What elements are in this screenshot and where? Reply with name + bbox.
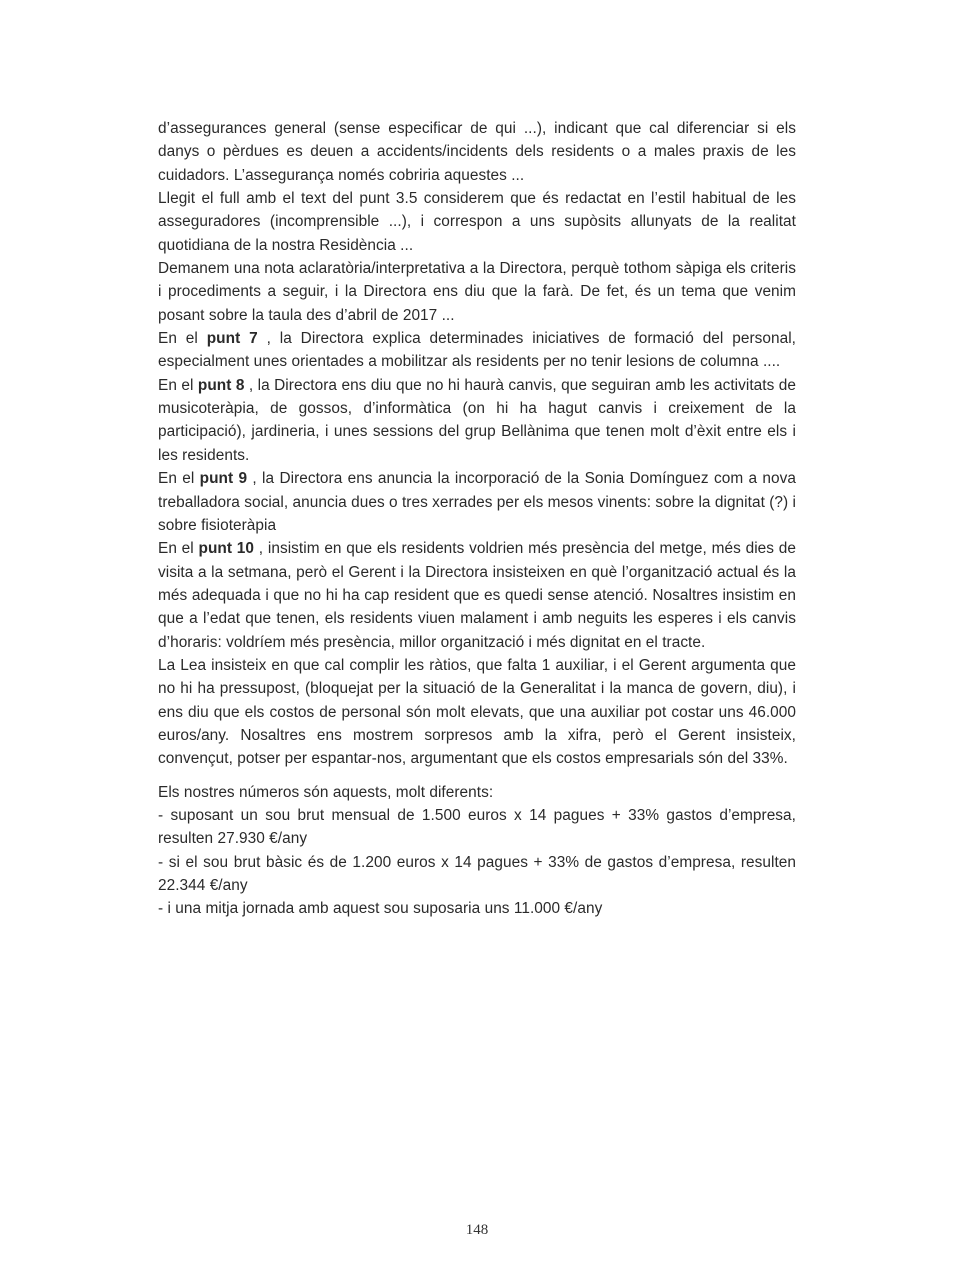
paragraph-body: , la Directora ens anuncia la incorporació de la Sonia Domínguez com a nova treballadora social, anuncia dues o tres xerrades per els mesos vinents: sobre la dignitat (?) i sobre fisioteràpia	[158, 470, 796, 534]
paragraph-point-8	[158, 374, 796, 467]
paragraph-prefix: En el	[158, 330, 207, 348]
paragraph-prefix: En el	[158, 376, 198, 394]
paragraph-point-3-5: Llegit el full amb el text del punt 3.5 considerem que és redactat en l’estil habitual de les asseguradores (incomprensible ...), i correspon a uns supòsits allunyats de la realitat quotidiana de la nostra Residència ...	[158, 190, 796, 254]
paragraph-point-7	[158, 327, 796, 374]
body-text	[158, 117, 796, 921]
paragraph-point-9	[158, 467, 796, 537]
paragraph-body: , la Directora ens diu que no hi haurà canvis, que seguiran amb les activitats de musicoteràpia, de gossos, d’informàtica (on hi ha hagut canvis i creixement de la participació), jardineria, i unes sessions del grup Bellànima que tenen molt d’èxit entre els i les residents.	[158, 376, 797, 464]
point-label: punt 10	[198, 540, 255, 558]
paragraph-our-numbers: Els nostres números són aquests, molt diferents:	[158, 783, 494, 801]
point-label: punt 9	[199, 470, 248, 488]
paragraph-insurance-continuation: d’assegurances general (sense especificar de qui ...), indicant que cal diferenciar si els danys o pèrdues es deuen a accidents/incidents dels residents o a males praxis de les cuidadors. L’assegurança només cobriria aquestes ...	[158, 120, 796, 184]
calc-line-2: - si el sou brut bàsic és de 1.200 euros x 14 pagues + 33% de gastos d’empresa, resulten 22.344 €/any	[158, 853, 796, 894]
paragraph-prefix: En el	[158, 540, 199, 558]
point-label: punt 7	[206, 330, 258, 348]
paragraph-ratios: La Lea insisteix en que cal complir les ràtios, que falta 1 auxiliar, i el Gerent argumenta que no hi ha pressupost, (bloquejat per la situació de la Generalitat i la manca de govern, diu), i ens diu que els costos de personal són molt elevats, que una auxiliar pot costar uns 46.000 euros/any. Nosaltres ens mostrem sorpresos amb la xifra, però el Gerent insisteix, convençut, potser per espantar-nos, argumentant que els costos empresarials són del 33%.	[158, 656, 796, 768]
calc-line-3: - i una mitja jornada amb aquest sou suposaria uns 11.000 €/any	[158, 900, 603, 918]
paragraph-clarifying-note: Demanem una nota aclaratòria/interpretativa a la Directora, perquè tothom sàpiga els criteris i procediments a seguir, i la Directora ens diu que la farà. De fet, és un tema que venim posant sobre la taula des d’abril de 2017 ...	[158, 260, 796, 324]
point-label: punt 8	[197, 376, 245, 394]
page-number: 148	[465, 1222, 489, 1238]
paragraph-body: , la Directora explica determinades iniciatives de formació del personal, especialment unes orientades a mobilitzar als residents per no tenir lesions de columna ....	[158, 330, 797, 371]
paragraph-point-10	[158, 537, 796, 654]
calc-line-1: - suposant un sou brut mensual de 1.500 euros x 14 pagues + 33% gastos d’empresa, resulten 27.930 €/any	[158, 806, 796, 848]
paragraph-prefix: En el	[158, 470, 200, 488]
paragraph-body: , insistim en que els residents voldrien més presència del metge, més dies de visita a la setmana, però el Gerent i la Directora insisteixen en què l’organització actual és la més adequada i que no hi ha cap resident que es quedi sense atenció. Nosaltres insistim en que a l’edat que tenen, els residents viuen malament i amb neguits les esperes i els canvis d’horaris: voldríem més presència, millor organització i més dignitat en el tracte.	[158, 540, 797, 651]
